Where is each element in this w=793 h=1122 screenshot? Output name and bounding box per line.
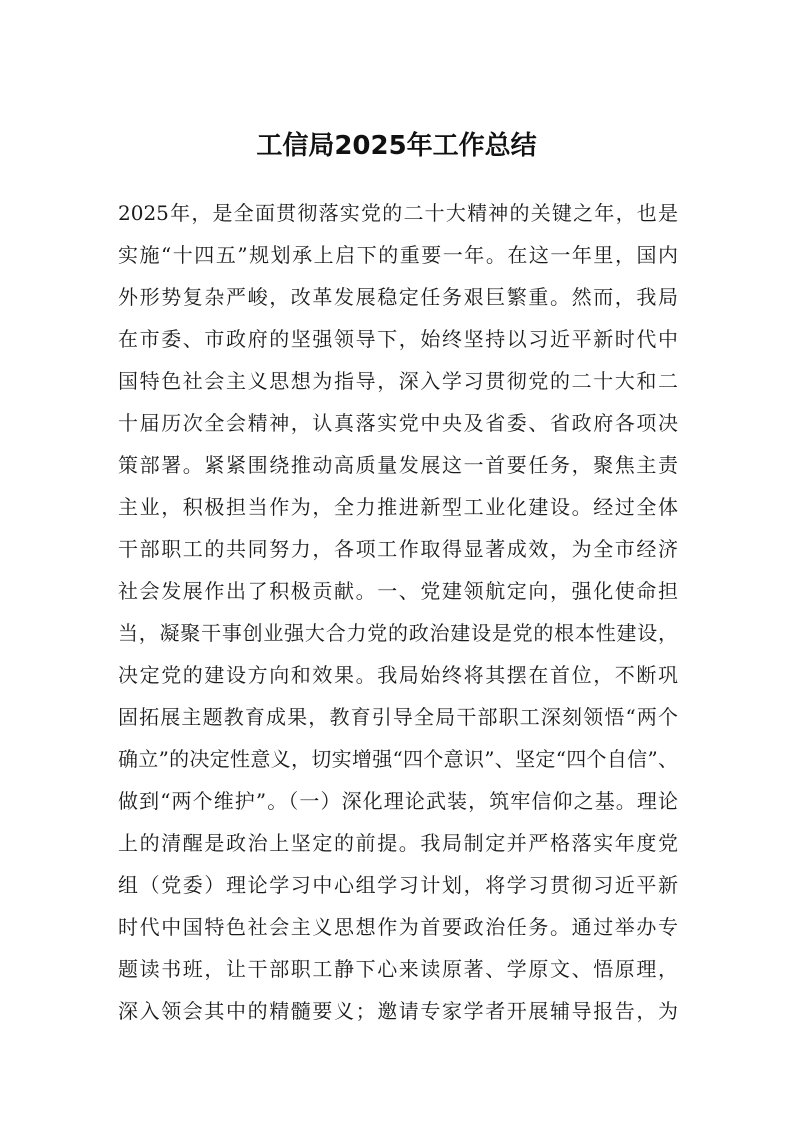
body-line: 国特色社会主义思想为指导，深入学习贯彻党的二十大和二	[118, 369, 678, 393]
body-line: 外形势复杂严峻，改革发展稳定任务艰巨繁重。然而，我局	[118, 285, 678, 309]
document-title: 工信局2025年工作总结	[256, 131, 537, 161]
body-line: 社会发展作出了积极贡献。一、党建领航定向，强化使命担	[118, 579, 678, 603]
body-line: 做到“两个维护”。（一）深化理论武装，筑牢信仰之基。理论	[118, 789, 678, 813]
body-line: 题读书班，让干部职工静下心来读原著、学原文、悟原理，	[118, 957, 678, 981]
body-line: 策部署。紧紧围绕推动高质量发展这一首要任务，聚焦主责	[118, 453, 678, 477]
body-line: 2025年，是全面贯彻落实党的二十大精神的关键之年，也是	[118, 201, 678, 225]
body-line: 当，凝聚干事创业强大合力党的政治建设是党的根本性建设，	[118, 621, 678, 645]
body-line: 十届历次全会精神，认真落实党中央及省委、省政府各项决	[118, 411, 678, 435]
body-line: 确立”的决定性意义，切实增强“四个意识”、坚定“四个自信”、	[118, 747, 678, 771]
body-line: 干部职工的共同努力，各项工作取得显著成效，为全市经济	[118, 537, 678, 561]
body-line: 决定党的建设方向和效果。我局始终将其摆在首位，不断巩	[118, 663, 678, 687]
body-line: 深入领会其中的精髓要义；邀请专家学者开展辅导报告，为	[118, 999, 678, 1023]
body-line: 在市委、市政府的坚强领导下，始终坚持以习近平新时代中	[118, 327, 678, 351]
document-body	[118, 192, 678, 1032]
body-line: 时代中国特色社会主义思想作为首要政治任务。通过举办专	[118, 915, 678, 939]
body-line: 主业，积极担当作为，全力推进新型工业化建设。经过全体	[118, 495, 678, 519]
body-line: 组（党委）理论学习中心组学习计划，将学习贯彻习近平新	[118, 873, 678, 897]
body-line: 固拓展主题教育成果，教育引导全局干部职工深刻领悟“两个	[118, 705, 678, 729]
body-line: 上的清醒是政治上坚定的前提。我局制定并严格落实年度党	[118, 831, 678, 855]
body-line: 实施“十四五”规划承上启下的重要一年。在这一年里，国内	[118, 243, 678, 267]
